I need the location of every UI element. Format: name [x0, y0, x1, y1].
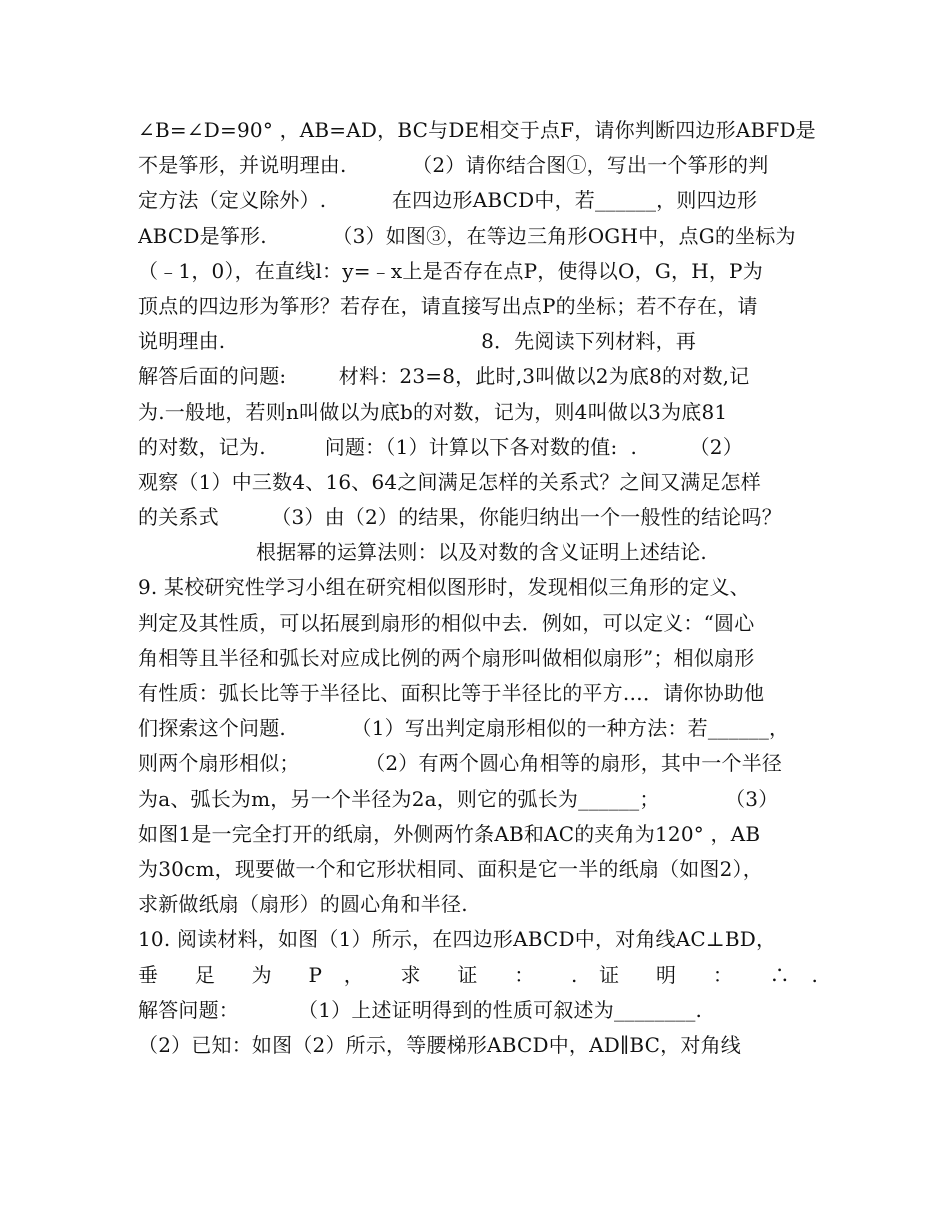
text-line: 角相等且半径和弧长对应成比例的两个扇形叫做相似扇形”；相似扇形 [138, 645, 755, 670]
text-line: 解答后面的问题: 材料：23=8，此时,3叫做以2为底8的对数,记 [138, 364, 750, 389]
text-line: 10. 阅读材料，如图（1）所示，在四边形ABCD中，对角线AC⊥BD， [138, 927, 777, 952]
text-line: 不是筝形，并说明理由. （2）请你结合图①，写出一个筝形的判 [138, 153, 769, 178]
text-line: 为.一般地，若则n叫做以为底b的对数，记为，则4叫做以3为底81 [138, 399, 728, 424]
text-line: 解答问题： （1）上述证明得到的性质可叙述为________. [138, 997, 703, 1022]
text-line: 则两个扇形相似； （2）有两个圆心角相等的扇形，其中一个半径 [138, 751, 783, 776]
text-line: 垂 足 为 P ， 求 证 ： . 证 明 ： ∴ . [138, 962, 818, 987]
text-line: 的对数，记为. 问题：（1）计算以下各对数的值: . （2） [138, 434, 743, 459]
text-line: 们探索这个问题. （1）写出判定扇形相似的一种方法：若______， [138, 716, 790, 741]
text-line: 求新做纸扇（扇形）的圆心角和半径. [138, 892, 468, 917]
text-line: （2）已知：如图（2）所示，等腰梯形ABCD中，AD∥BC，对角线 [138, 1032, 741, 1057]
text-line: 定方法（定义除外）. 在四边形ABCD中，若______，则四边形 [138, 188, 758, 213]
text-line: ∠B=∠D=90° ，AB=AD，BC与DE相交于点F，请你判断四边形ABFD是 [138, 118, 816, 142]
text-line: 根据幂的运算法则：以及对数的含义证明上述结论. [138, 540, 707, 565]
text-line: 观察（1）中三数4、16、64之间满足怎样的关系式？之间又满足怎样 [138, 469, 761, 494]
text-line: （﹣1，0），在直线l：y=﹣x上是否存在点P，使得以O，G，H，P为 [138, 258, 763, 283]
text-line: 说明理由. 8．先阅读下列材料，再 [138, 329, 697, 354]
text-line: 如图1是一完全打开的纸扇，外侧两竹条AB和AC的夹角为120° ，AB [138, 821, 761, 846]
text-line: 的关系式 （3）由（2）的结果，你能归纳出一个一般性的结论吗？ [138, 505, 782, 530]
text-line: 为30cm，现要做一个和它形状相同、面积是它一半的纸扇（如图2）， [138, 856, 763, 881]
text-line: 顶点的四边形为筝形？若存在，请直接写出点P的坐标；若不存在，请 [138, 293, 758, 318]
text-line: 有性质：弧长比等于半径比、面积比等于半径比的平方…．请你协助他 [138, 681, 765, 705]
document-body [138, 113, 818, 1063]
text-line: 为a、弧长为m，另一个半径为2a，则它的弧长为______； （3） [138, 786, 779, 811]
text-line: 判定及其性质，可以拓展到扇形的相似中去．例如，可以定义：“圆心 [138, 610, 755, 635]
text-line: ABCD是筝形. （3）如图③，在等边三角形OGH中，点G的坐标为 [138, 223, 796, 248]
text-line: 9. 某校研究性学习小组在研究相似图形时，发现相似三角形的定义、 [138, 575, 750, 600]
